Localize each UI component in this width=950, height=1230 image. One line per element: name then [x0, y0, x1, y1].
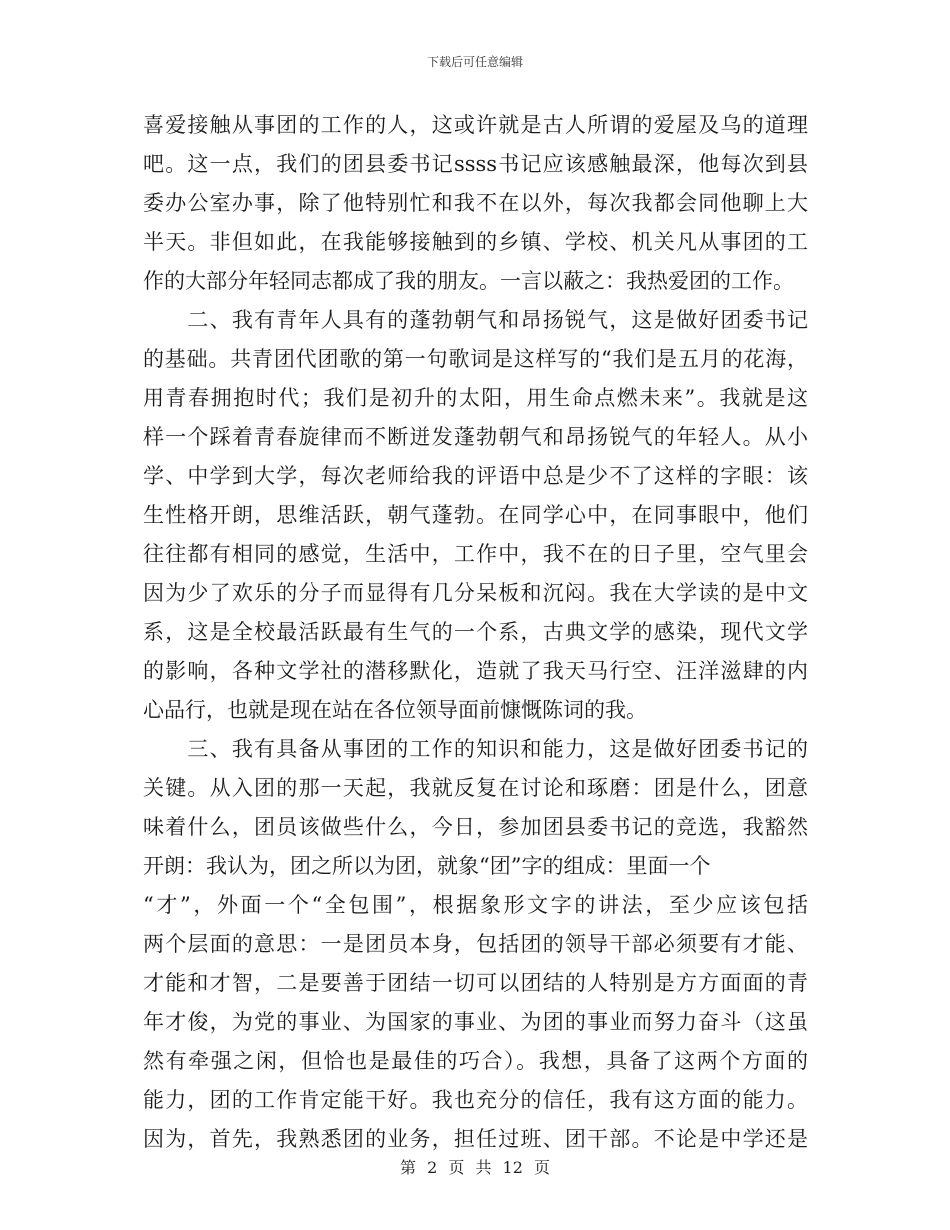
text-line: 心品行，也就是现在站在各位领导面前慷慨陈词的我。 — [143, 698, 647, 722]
text-line: 半天。非但如此，在我能够接触到的乡镇、学校、机关凡从事团的工 — [143, 230, 808, 254]
text-line: 委办公室办事，除了他特别忙和我不在以外，每次我都会同他聊上大 — [143, 191, 808, 215]
paragraph-start-line: 二、我有青年人具有的蓬勃朝气和昂扬锐气，这是做好团委书记 — [143, 308, 808, 332]
text-line: 喜爱接触从事团的工作的人，这或许就是古人所谓的爱屋及乌的道理 — [143, 113, 808, 137]
text-line: 年才俊，为党的事业、为国家的事业、为团的事业而努力奋斗（这虽 — [143, 1010, 808, 1034]
text-line: 因为，首先，我熟悉团的业务，担任过班、团干部。不论是中学还是 — [143, 1127, 808, 1151]
text-line: 的基础。共青团代团歌的第一句歌词是这样写的“我们是五月的花海， — [143, 347, 808, 371]
text-line: 然有牵强之闲，但恰也是最佳的巧合）。我想，具备了这两个方面的 — [143, 1049, 808, 1073]
text-line: 味着什么，团员该做些什么，今日，参加团县委书记的竞选，我豁然 — [143, 815, 808, 839]
text-line: 能力，团的工作肯定能干好。我也充分的信任，我有这方面的能力。 — [143, 1088, 808, 1112]
text-line: “才”，外面一个“全包围”，根据象形文字的讲法，至少应该包括 — [143, 893, 808, 917]
text-line: 用青春拥抱时代；我们是初升的太阳，用生命点燃未来”。我就是这 — [143, 386, 808, 410]
text-line: 吧。这一点，我们的团县委书记ssss书记应该感触最深，他每次到县 — [143, 152, 808, 176]
page-number: 第 2 页 共 12 页 — [400, 1158, 550, 1177]
page-header: 下载后可任意编辑 — [426, 55, 523, 69]
paragraph-start-line: 三、我有具备从事团的工作的知识和能力，这是做好团委书记的 — [143, 737, 808, 761]
text-line: 的影响，各种文学社的潜移默化，造就了我天马行空、汪洋滋肆的内 — [143, 659, 808, 683]
text-line: 两个层面的意思：一是团员本身，包括团的领导干部必须要有才能、 — [143, 932, 808, 956]
text-line: 关键。从入团的那一天起，我就反复在讨论和琢磨：团是什么，团意 — [143, 776, 808, 800]
text-line: 作的大部分年轻同志都成了我的朋友。一言以蔽之：我热爱团的工作。 — [143, 269, 794, 293]
text-line: 学、中学到大学，每次老师给我的评语中总是少不了这样的字眼：该 — [143, 464, 808, 488]
text-line: 才能和才智，二是要善于团结一切可以团结的人特别是方方面面的青 — [143, 971, 808, 995]
text-line: 系，这是全校最活跃最有生气的一个系，古典文学的感染，现代文学 — [143, 620, 808, 644]
text-line: 因为少了欢乐的分子而显得有几分呆板和沉闷。我在大学读的是中文 — [143, 581, 808, 605]
text-line: 样一个踩着青春旋律而不断迸发蓬勃朝气和昂扬锐气的年轻人。从小 — [143, 425, 808, 449]
text-line: 往往都有相同的感觉，生活中，工作中，我不在的日子里，空气里会 — [143, 542, 808, 566]
text-line: 生性格开朗，思维活跃，朝气蓬勃。在同学心中，在同事眼中，他们 — [143, 503, 808, 527]
text-line: 开朗：我认为，团之所以为团，就象“团”字的组成：里面一个 — [143, 854, 711, 878]
document-body — [143, 106, 808, 1159]
